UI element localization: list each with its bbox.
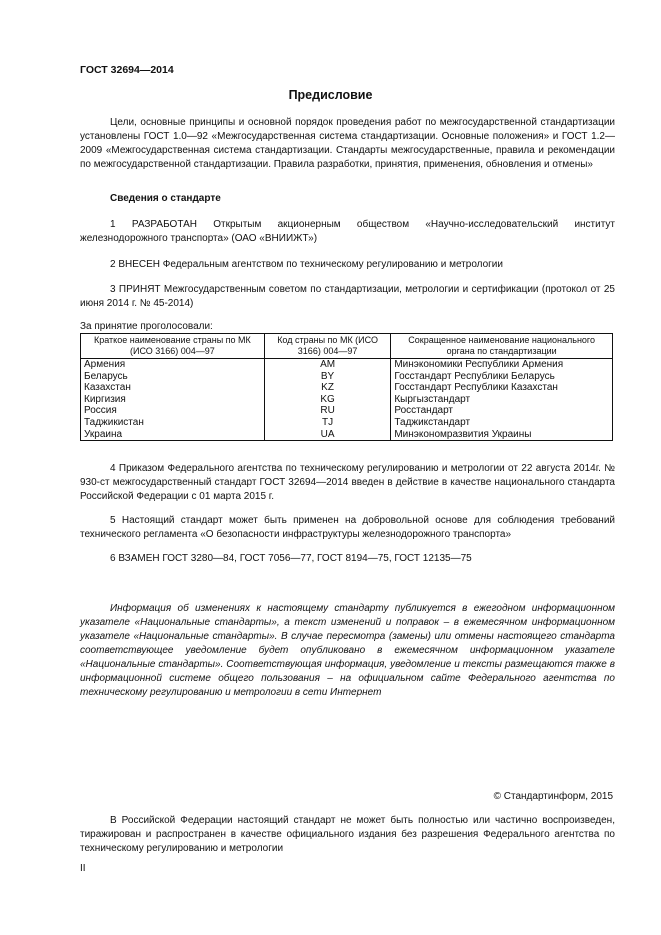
- national-body: Минэкономразвития Украины: [391, 429, 613, 441]
- page-number: II: [80, 863, 86, 874]
- vote-table: [80, 333, 613, 441]
- national-body: Росстандарт: [391, 405, 613, 417]
- table-row: [81, 429, 613, 441]
- table-row: [81, 359, 613, 371]
- table-row: [81, 417, 613, 429]
- table-row: [81, 371, 613, 383]
- item-enacted: 4 Приказом Федерального агентства по техническому регулированию и метрологии от 22 августа 2014г. № 930-ст межгосударственный стандарт ГОСТ 32694—2014 введен в действие в качестве национального стандарта Российской Федерации с 01 марта 2015 г.: [80, 463, 615, 502]
- item-introduced: 2 ВНЕСЕН Федеральным агентством по техническому регулированию и метрологии: [110, 259, 503, 270]
- national-body: Госстандарт Республики Казахстан: [391, 382, 613, 394]
- national-body: Кыргызстандарт: [391, 394, 613, 406]
- item-developed: 1 РАЗРАБОТАН Открытым акционерным обществом «Научно-исследовательский институт железнодорожного транспорта» (ОАО «ВНИИЖТ»): [80, 219, 615, 244]
- item-adopted: 3 ПРИНЯТ Межгосударственным советом по стандартизации, метрологии и сертификации (протокол от 25 июня 2014 г. № 45-2014): [80, 284, 615, 309]
- country-code: TJ: [264, 417, 391, 429]
- country-code: BY: [264, 371, 391, 383]
- item-replaces: 6 ВЗАМЕН ГОСТ 3280—84, ГОСТ 7056—77, ГОСТ 8194—75, ГОСТ 12135—75: [110, 553, 472, 564]
- country-name: Украина: [81, 429, 265, 441]
- info-notice: Информация об изменениях к настоящему стандарту публикуется в ежегодном информационном указателе «Национальные стандарты», а текст изменений и поправок – в ежемесячном информационном указателе «Национальные стандарты». В случае пересмотра (замены) или отмены настоящего стандарта соответствующее уведомление будет опубликовано в ежемесячном информационном указателе «Национальные стандарты». Соответствующая информация, уведомление и тексты размещаются также в информационной системе общего пользования – на официальном сайте Федерального агентства по техническому регулированию и метрологии в сети Интернет: [80, 603, 615, 698]
- table-row: [81, 382, 613, 394]
- page-title: Предисловие: [288, 88, 373, 102]
- table-row: [81, 405, 613, 417]
- country-code: RU: [264, 405, 391, 417]
- header-national-body: Сокращенное наименование национального органа по стандартизации: [391, 334, 613, 359]
- section-heading: Сведения о стандарте: [110, 193, 221, 204]
- country-name: Казахстан: [81, 382, 265, 394]
- item-voluntary-use: 5 Настоящий стандарт может быть применен на добровольной основе для соблюдения требований технического регламента «О безопасности инфраструктуры железнодорожного транспорта»: [80, 515, 615, 540]
- table-row: [81, 394, 613, 406]
- foreword-intro: Цели, основные принципы и основной порядок проведения работ по межгосударственной стандартизации установлены ГОСТ 1.0—92 «Межгосударственная система стандартизации. Основные положения» и ГОСТ 1.2—2009 «Межгосударственная система стандартизации. Стандарты межгосударственные, правила и рекомендации по межгосударственной стандартизации. Правила разработки, принятия, применения, обновления и отмены»: [80, 117, 615, 170]
- country-name: Таджикистан: [81, 417, 265, 429]
- standard-code: ГОСТ 32694—2014: [80, 64, 174, 76]
- table-header-row: [81, 334, 613, 359]
- country-name: Россия: [81, 405, 265, 417]
- national-body: Госстандарт Республики Беларусь: [391, 371, 613, 383]
- copyright: © Стандартинформ, 2015: [493, 791, 613, 802]
- country-name: Беларусь: [81, 371, 265, 383]
- header-country-name: Краткое наименование страны по МК (ИСО 3166) 004—97: [81, 334, 265, 359]
- country-name: Киргизия: [81, 394, 265, 406]
- country-code: KG: [264, 394, 391, 406]
- national-body: Минэкономики Республики Армения: [391, 359, 613, 371]
- country-code: KZ: [264, 382, 391, 394]
- vote-caption: За принятие проголосовали:: [80, 321, 213, 332]
- header-country-code: Код страны по МК (ИСО 3166) 004—97: [264, 334, 391, 359]
- reproduction-notice: В Российской Федерации настоящий стандарт не может быть полностью или частично воспроизведен, тиражирован и распространен в качестве официального издания без разрешения Федерального агентства по техническому регулированию и метрологии: [80, 815, 615, 854]
- country-code: UA: [264, 429, 391, 441]
- country-code: AM: [264, 359, 391, 371]
- country-name: Армения: [81, 359, 265, 371]
- national-body: Таджикстандарт: [391, 417, 613, 429]
